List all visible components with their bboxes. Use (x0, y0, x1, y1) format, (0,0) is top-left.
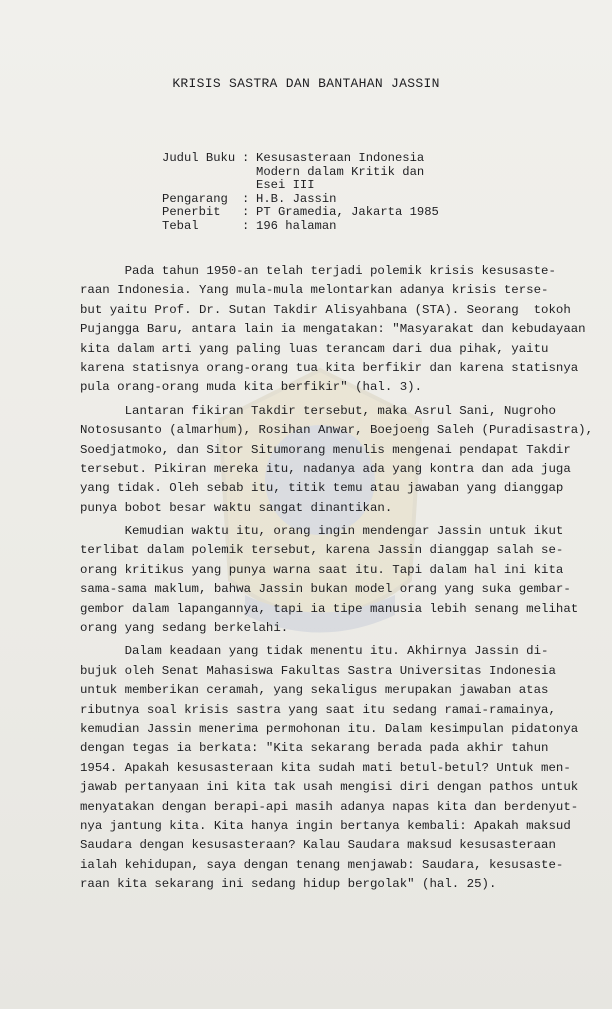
paragraph-line: dengan tegas ia berkata: "Kita sekarang berada pada akhir tahun (80, 741, 549, 756)
metadata-row-penerbit (162, 206, 556, 220)
paragraph-line: terlibat dalam polemik tersebut, karena Jassin dianggap salah se- (80, 543, 564, 558)
paragraph (80, 642, 600, 894)
paragraph (80, 402, 600, 518)
paragraph-line: jawab pertanyaan ini kita tak usah mengisi diri dengan pathos untuk (80, 780, 579, 795)
metadata-label: Penerbit (162, 205, 236, 219)
paragraph-line: Kemudian waktu itu, orang ingin mendengar Jassin untuk ikut (80, 524, 564, 539)
paragraph-line: but yaitu Prof. Dr. Sutan Takdir Alisyahbana (STA). Seorang tokoh (80, 302, 571, 317)
paragraph-line: Soedjatmoko, dan Sitor Situmorang menulis mengenai pendapat Takdir (80, 442, 571, 457)
book-metadata (162, 152, 556, 233)
paragraph-line: Dalam keadaan yang tidak menentu itu. Akhirnya Jassin di- (80, 644, 549, 659)
metadata-value-line: H.B. Jassin (256, 191, 337, 206)
paragraph-line: raan kita sekarang ini sedang hidup bergolak" (hal. 25). (80, 877, 497, 892)
paragraph-line: gembor dalam lapangannya, tapi ia tipe manusia lebih senang melihat (80, 601, 579, 616)
metadata-row-tebal (162, 220, 556, 234)
paragraph-line: ialah kehidupan, saya dengan tenang menjawab: Saudara, kesusaste- (80, 857, 564, 872)
metadata-value-line: PT Gramedia, Jakarta 1985 (256, 205, 439, 219)
paragraph-line: 1954. Apakah kesusasteraan kita sudah mati betul-betul? Untuk men- (80, 760, 571, 775)
paragraph-line: menyatakan dengan berapi-api masih adanya napas kita dan berdenyut- (80, 799, 579, 814)
metadata-label: Pengarang (162, 191, 236, 206)
metadata-label: Tebal (162, 218, 236, 233)
paragraph-line: punya bobot besar waktu sangat dinantikan. (80, 500, 393, 515)
document-title: KRISIS SASTRA DAN BANTAHAN JASSIN (172, 76, 440, 91)
metadata-separator: : (242, 205, 250, 219)
metadata-row-pengarang (162, 193, 556, 207)
paragraph-line: Notosusanto (almarhum), Rosihan Anwar, Boejoeng Saleh (Puradisastra), (80, 423, 594, 438)
paragraph-line: karena statisnya orang-orang tua kita berfikir dan karena statisnya (80, 360, 579, 375)
paragraph-line: sama-sama maklum, bahwa Jassin bukan model orang yang suka gembar- (80, 582, 571, 597)
paragraph-line: tersebut. Pikiran mereka itu, nadanya ada yang kontra dan ada juga (80, 461, 571, 476)
metadata-separator: : (242, 151, 250, 165)
paragraph-line: raan Indonesia. Yang mula-mula melontarkan adanya krisis terse- (80, 283, 549, 298)
paragraph-line: untuk memberikan ceramah, yang sekaligus merupakan jawaban atas (80, 683, 549, 698)
paragraph-line: orang kritikus yang punya warna saat itu. Tapi dalam hal ini kita (80, 562, 564, 577)
metadata-label: Judul Buku (162, 151, 236, 165)
metadata-value (256, 152, 556, 193)
paragraph-line: bujuk oleh Senat Mahasiswa Fakultas Sastra Universitas Indonesia (80, 663, 556, 678)
paragraph-line: Saudara dengan kesusasteraan? Kalau Saudara maksud kesusasteraan (80, 838, 556, 853)
metadata-value-line: 196 halaman (256, 218, 337, 233)
paragraph-line: Pujangga Baru, antara lain ia mengatakan: "Masyarakat dan kebudayaan (80, 322, 586, 337)
metadata-row-judul (162, 152, 556, 193)
paragraph (80, 522, 600, 638)
article-body (80, 262, 600, 895)
metadata-value-line: Kesusasteraan Indonesia (256, 151, 425, 165)
paragraph-line: nya jantung kita. Kita hanya ingin bertanya kembali: Apakah maksud (80, 818, 571, 833)
paragraph-line: ributnya soal krisis sastra yang saat itu sedang ramai-ramainya, (80, 702, 556, 717)
paragraph-line: kita dalam arti yang paling luas terancam dari dua pihak, yaitu (80, 341, 549, 356)
metadata-separator: : (242, 218, 250, 233)
paragraph-line: Pada tahun 1950-an telah terjadi polemik krisis kesusaste- (80, 264, 556, 278)
paragraph-line: Lantaran fikiran Takdir tersebut, maka Asrul Sani, Nugroho (80, 403, 556, 418)
metadata-value (256, 220, 556, 234)
paragraph-line: yang tidak. Oleh sebab itu, titik temu atau jawaban yang dianggap (80, 481, 564, 496)
metadata-value-line: Esei III (256, 178, 315, 192)
paragraph (80, 262, 600, 398)
metadata-value (256, 193, 556, 207)
paragraph-line: pula orang-orang muda kita berfikir" (hal. 3). (80, 380, 423, 395)
paragraph-line: kemudian Jassin menerima permohonan itu. Dalam kesimpulan pidatonya (80, 721, 579, 736)
metadata-value (256, 206, 556, 220)
paragraph-line: orang yang sedang berkelahi. (80, 621, 289, 636)
metadata-value-line: Modern dalam Kritik dan (256, 164, 425, 179)
metadata-separator: : (242, 191, 250, 206)
